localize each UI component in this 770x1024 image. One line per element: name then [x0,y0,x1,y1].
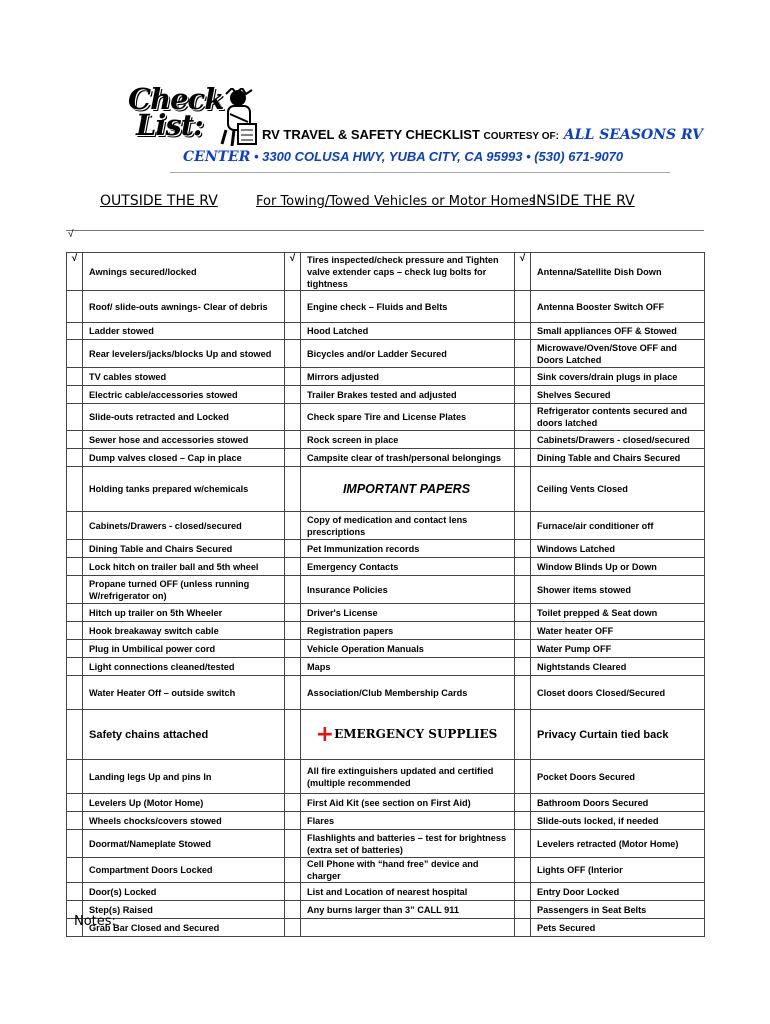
item-outside-label: Light connections cleaned/tested [89,661,235,672]
item-towing [301,604,515,622]
checkbox-inside[interactable] [515,576,531,604]
checkbox-towing[interactable] [285,883,301,901]
item-inside-label: Levelers retracted (Motor Home) [537,838,679,849]
item-outside [83,340,285,368]
item-inside [531,404,705,431]
table-row [67,467,705,512]
item-inside [531,368,705,386]
checkbox-towing[interactable] [285,558,301,576]
checkbox-outside[interactable] [67,576,83,604]
table-row [67,386,705,404]
table-row [67,919,705,937]
item-towing [301,576,515,604]
table-row [67,676,705,710]
checkbox-outside[interactable] [67,467,83,512]
item-outside-label: Safety chains attached [89,728,209,741]
item-towing-label: Emergency Contacts [307,561,399,572]
item-towing [301,812,515,830]
checkbox-towing[interactable] [285,340,301,368]
item-towing [301,253,515,291]
table-row [67,576,705,604]
checkbox-outside[interactable] [67,368,83,386]
item-towing-label: Pet Immunization records [307,543,420,554]
checkbox-towing[interactable] [285,710,301,760]
item-inside [531,901,705,919]
checkbox-inside[interactable] [515,431,531,449]
checkbox-inside[interactable] [515,794,531,812]
item-towing-label: Tires inspected/check pressure and Tighten valve extender caps – check lug bolts for tightness [307,254,499,289]
item-outside [83,431,285,449]
item-towing [301,676,515,710]
item-inside-label: Microwave/Oven/Stove OFF and Doors Latched [537,342,677,365]
item-outside-label: Rear levelers/jacks/blocks Up and stowed [89,348,272,359]
item-inside-label: Water Pump OFF [537,643,612,654]
checkbox-inside[interactable] [515,604,531,622]
table-row [67,340,705,368]
item-inside-label: Entry Door Locked [537,886,620,897]
item-inside [531,640,705,658]
item-outside-label: Step(s) Raised [89,904,153,915]
checkbox-towing-label: √ [289,253,296,264]
item-inside-label: Sink covers/drain plugs in place [537,371,678,382]
item-outside [83,576,285,604]
table-row [67,368,705,386]
checkbox-towing[interactable] [285,901,301,919]
item-outside-label: Compartment Doors Locked [89,865,213,875]
item-towing-label: Flashlights and batteries – test for brightness (extra set of batteries) [307,832,507,855]
section-towing: For Towing/Towed Vehicles or Motor Homes [256,194,536,209]
item-inside-label: Small appliances OFF & Stowed [537,326,677,336]
checkbox-inside[interactable] [515,622,531,640]
item-towing [301,794,515,812]
item-towing-label: Flares [307,815,335,826]
checkbox-towing[interactable] [285,512,301,540]
table-row [67,253,705,291]
item-outside [83,604,285,622]
logo-line-2: List: [136,108,203,142]
item-inside [531,291,705,323]
item-towing [301,622,515,640]
item-outside [83,760,285,794]
item-outside-label: Cabinets/Drawers - closed/secured [89,520,242,531]
table-row [67,710,705,760]
mascot-icon [218,88,260,148]
item-outside-label: Holding tanks prepared w/chemicals [89,484,249,494]
item-towing [301,449,515,467]
checkbox-inside[interactable] [515,558,531,576]
checkbox-inside[interactable] [515,658,531,676]
item-outside [83,449,285,467]
checkbox-towing[interactable] [285,576,301,604]
table-row [67,812,705,830]
table-row [67,323,705,340]
checkbox-outside[interactable] [67,710,83,760]
checkbox-towing[interactable] [285,467,301,512]
checklist-table [66,252,705,937]
checkbox-inside[interactable] [515,340,531,368]
item-towing [301,291,515,323]
header-courtesy: COURTESY OF: [483,131,559,142]
item-inside-label: Pets Secured [537,922,596,933]
item-outside [83,676,285,710]
checkbox-towing[interactable] [285,386,301,404]
item-outside-label: Dump valves closed – Cap in place [89,452,242,463]
item-outside [83,253,285,291]
item-outside [83,812,285,830]
table-row [67,431,705,449]
item-towing [301,467,515,512]
item-towing [301,858,515,883]
checkbox-outside[interactable] [67,640,83,658]
checkbox-outside[interactable] [67,812,83,830]
dealer-address: • 3300 COLUSA HWY, YUBA CITY, CA 95993 • (530) 671-9070 [250,149,624,164]
item-inside-label: Bathroom Doors Secured [537,797,649,808]
item-inside [531,576,705,604]
item-inside-label: Antenna/Satellite Dish Down [537,266,662,277]
checkbox-towing[interactable] [285,368,301,386]
checkbox-inside[interactable] [515,676,531,710]
item-inside-label: Water heater OFF [537,625,614,636]
item-inside [531,658,705,676]
item-outside-label: Ladder stowed [89,326,154,336]
item-outside [83,658,285,676]
checkbox-outside[interactable] [67,830,83,858]
item-towing-label: All fire extinguishers updated and certified (multiple recommended [307,765,494,788]
checkbox-towing[interactable] [285,604,301,622]
item-inside [531,323,705,340]
item-towing [301,883,515,901]
checkbox-outside[interactable] [67,253,83,291]
checkbox-outside[interactable] [67,323,83,340]
red-cross-icon: + [315,722,335,747]
table-row [67,830,705,858]
item-towing-label: Maps [307,661,331,672]
item-inside [531,540,705,558]
item-outside-label: Water Heater Off – outside switch [89,687,236,698]
item-outside [83,622,285,640]
item-inside [531,883,705,901]
table-row [67,512,705,540]
item-inside [531,622,705,640]
checkbox-outside[interactable] [67,431,83,449]
section-inside: INSIDE THE RV [532,193,635,209]
item-outside-label: Slide-outs retracted and Locked [89,412,229,422]
item-outside-label: Lock hitch on trailer ball and 5th wheel [89,561,259,572]
checkbox-outside[interactable] [67,622,83,640]
checkbox-inside[interactable] [515,386,531,404]
item-towing-label: Copy of medication and contact lens prescriptions [307,514,468,537]
table-row [67,858,705,883]
item-towing [301,386,515,404]
checkbox-inside[interactable] [515,404,531,431]
item-towing-label: Rock screen in place [307,434,399,445]
checkbox-outside[interactable] [67,386,83,404]
checkbox-towing[interactable] [285,919,301,937]
item-inside-label: Slide-outs locked, if needed [537,815,659,826]
checkbox-inside[interactable] [515,640,531,658]
item-outside-label: Roof/ slide-outs awnings- Clear of debris [89,301,268,312]
item-inside [531,760,705,794]
table-row [67,291,705,323]
item-towing [301,558,515,576]
item-towing-label: EMERGENCY SUPPLIES [334,727,498,741]
table-row [67,760,705,794]
item-outside [83,467,285,512]
checkbox-towing[interactable] [285,858,301,883]
checkbox-inside[interactable] [515,291,531,323]
checkbox-outside[interactable] [67,604,83,622]
item-inside [531,858,705,883]
section-divider [66,230,704,231]
checkbox-towing[interactable] [285,253,301,291]
item-outside [83,323,285,340]
table-row [67,558,705,576]
item-outside-label: Grab Bar Closed and Secured [89,922,220,933]
checkbox-outside[interactable] [67,883,83,901]
table-row [67,449,705,467]
checkbox-towing[interactable] [285,676,301,710]
item-towing [301,340,515,368]
item-towing [301,404,515,431]
item-towing [301,901,515,919]
table-row [67,901,705,919]
item-inside [531,386,705,404]
item-towing-label: Any burns larger than 3” CALL 911 [307,904,459,915]
table-row [67,640,705,658]
item-towing [301,760,515,794]
checkbox-inside[interactable] [515,812,531,830]
checkbox-towing[interactable] [285,622,301,640]
item-inside-label: Closet doors Closed/Secured [537,687,666,698]
item-inside [531,794,705,812]
header-title-line [262,127,703,143]
item-inside-label: Pocket Doors Secured [537,771,636,782]
item-outside-label: TV cables stowed [89,371,167,382]
logo-line-1: Check [128,82,224,116]
item-outside [83,830,285,858]
checkbox-outside[interactable] [67,676,83,710]
checkbox-outside[interactable] [67,404,83,431]
checkbox-towing[interactable] [285,540,301,558]
checkbox-outside[interactable] [67,760,83,794]
item-inside [531,449,705,467]
checkbox-outside[interactable] [67,794,83,812]
checkbox-outside[interactable] [67,291,83,323]
item-towing-label: Campsite clear of trash/personal belongings [307,452,502,463]
item-inside-label: Windows Latched [537,543,616,554]
item-outside-label: Electric cable/accessories stowed [89,389,238,400]
checkbox-inside[interactable] [515,368,531,386]
checkbox-towing[interactable] [285,658,301,676]
item-inside-label: Cabinets/Drawers - closed/secured [537,434,690,445]
item-towing [301,919,515,937]
item-inside-label: Privacy Curtain tied back [537,728,669,741]
checkbox-towing[interactable] [285,404,301,431]
table-row [67,404,705,431]
header-address-line [183,149,623,165]
item-towing-label: Hood Latched [307,326,369,336]
item-outside-label: Propane turned OFF (unless running W/refrigerator on) [89,578,250,601]
item-towing [301,658,515,676]
item-outside [83,291,285,323]
table-row [67,540,705,558]
checkbox-outside[interactable] [67,858,83,883]
item-inside-label: Lights OFF (Interior [537,865,623,875]
item-outside [83,368,285,386]
item-towing-label: Insurance Policies [307,584,388,595]
brand-name-cont: CENTER [183,149,251,165]
table-row [67,622,705,640]
item-outside-label: Levelers Up (Motor Home) [89,797,204,808]
item-outside [83,640,285,658]
item-inside-label: Passengers in Seat Belts [537,904,647,915]
item-outside [83,404,285,431]
checkbox-inside[interactable] [515,253,531,291]
checkbox-inside-label: √ [519,253,526,264]
checkbox-towing[interactable] [285,640,301,658]
item-inside [531,431,705,449]
section-outside: OUTSIDE THE RV [100,193,218,209]
item-towing [301,512,515,540]
item-towing-label: Vehicle Operation Manuals [307,643,424,654]
checkbox-towing[interactable] [285,431,301,449]
brand-name: ALL SEASONS RV [558,127,703,143]
item-towing [301,540,515,558]
checkbox-outside[interactable] [67,512,83,540]
item-inside-label: Dining Table and Chairs Secured [537,452,681,463]
item-inside [531,710,705,760]
table-row [67,794,705,812]
item-towing-label: Bicycles and/or Ladder Secured [307,348,447,359]
item-towing-label: First Aid Kit (see section on First Aid) [307,797,471,808]
header-divider [170,172,670,173]
checkbox-outside[interactable] [67,558,83,576]
item-towing-label: Mirrors adjusted [307,371,379,382]
item-inside-label: Antenna Booster Switch OFF [537,301,665,312]
item-outside [83,540,285,558]
table-row [67,658,705,676]
item-towing [301,323,515,340]
checkbox-towing[interactable] [285,794,301,812]
table-row [67,883,705,901]
checkbox-towing[interactable] [285,760,301,794]
item-inside [531,558,705,576]
item-towing [301,368,515,386]
item-inside [531,830,705,858]
item-inside [531,604,705,622]
checkbox-towing[interactable] [285,830,301,858]
checkbox-outside[interactable] [67,658,83,676]
item-towing-label: Check spare Tire and License Plates [307,412,467,422]
header-title: RV TRAVEL & SAFETY CHECKLIST [262,127,480,142]
checkbox-towing[interactable] [285,812,301,830]
item-outside [83,558,285,576]
item-inside [531,340,705,368]
checkbox-inside[interactable] [515,901,531,919]
item-outside-label: Hitch up trailer on 5th Wheeler [89,607,223,618]
checkbox-inside[interactable] [515,858,531,883]
checkbox-outside-label: √ [71,253,78,264]
item-outside [83,794,285,812]
item-outside-label: Door(s) Locked [89,886,157,897]
checkbox-outside[interactable] [67,340,83,368]
item-outside-label: Wheels chocks/covers stowed [89,815,222,826]
checkbox-inside[interactable] [515,760,531,794]
checkbox-inside[interactable] [515,710,531,760]
item-inside [531,812,705,830]
item-inside-label: Refrigerator contents secured and doors latched [537,406,688,428]
item-outside-label: Awnings secured/locked [89,266,197,277]
item-inside-label: Ceiling Vents Closed [537,484,628,494]
item-towing-label: Association/Club Membership Cards [307,687,468,698]
item-outside-label: Hook breakaway switch cable [89,625,219,636]
item-outside-label: Plug in Umbilical power cord [89,643,216,654]
table-row [67,604,705,622]
item-inside-label: Furnace/air conditioner off [537,520,654,531]
item-outside [83,858,285,883]
item-inside [531,919,705,937]
item-outside-label: Sewer hose and accessories stowed [89,434,249,445]
checkbox-inside[interactable] [515,467,531,512]
item-outside [83,386,285,404]
checkbox-towing[interactable] [285,449,301,467]
item-inside [531,253,705,291]
item-outside [83,512,285,540]
check-mark-header: √ [68,229,74,240]
item-towing-label: List and Location of nearest hospital [307,886,468,897]
checkbox-inside[interactable] [515,883,531,901]
item-towing-label: Registration papers [307,625,394,636]
checkbox-towing[interactable] [285,323,301,340]
item-towing-label: IMPORTANT PAPERS [342,481,471,496]
checkbox-outside[interactable] [67,449,83,467]
checkbox-towing[interactable] [285,291,301,323]
checkbox-outside[interactable] [67,540,83,558]
item-outside-label: Landing legs Up and pins In [89,771,212,782]
item-inside-label: Shower items stowed [537,584,631,595]
checkbox-inside[interactable] [515,540,531,558]
item-towing-label: Engine check – Fluids and Belts [307,301,448,312]
item-towing-label: Cell Phone with “hand free” device and charger [307,859,479,881]
item-towing [301,640,515,658]
item-towing [301,710,515,760]
item-inside-label: Nightstands Cleared [537,661,627,672]
item-outside-label: Doormat/Nameplate Stowed [89,838,212,849]
notes-label: Notes: [74,914,116,929]
checkbox-inside[interactable] [515,512,531,540]
checkbox-inside[interactable] [515,830,531,858]
item-inside [531,676,705,710]
checkbox-inside[interactable] [515,919,531,937]
item-inside [531,512,705,540]
item-towing [301,830,515,858]
item-outside [83,883,285,901]
checklist-logo [128,82,260,152]
item-towing [301,431,515,449]
item-inside-label: Toilet prepped & Seat down [537,607,658,618]
item-outside-label: Dining Table and Chairs Secured [89,543,233,554]
item-inside-label: Window Blinds Up or Down [537,561,657,572]
item-towing-label: Driver's License [307,607,378,618]
checkbox-inside[interactable] [515,323,531,340]
item-inside-label: Shelves Secured [537,389,611,400]
item-inside [531,467,705,512]
item-towing-label: Trailer Brakes tested and adjusted [307,389,457,400]
checkbox-inside[interactable] [515,449,531,467]
item-outside [83,710,285,760]
